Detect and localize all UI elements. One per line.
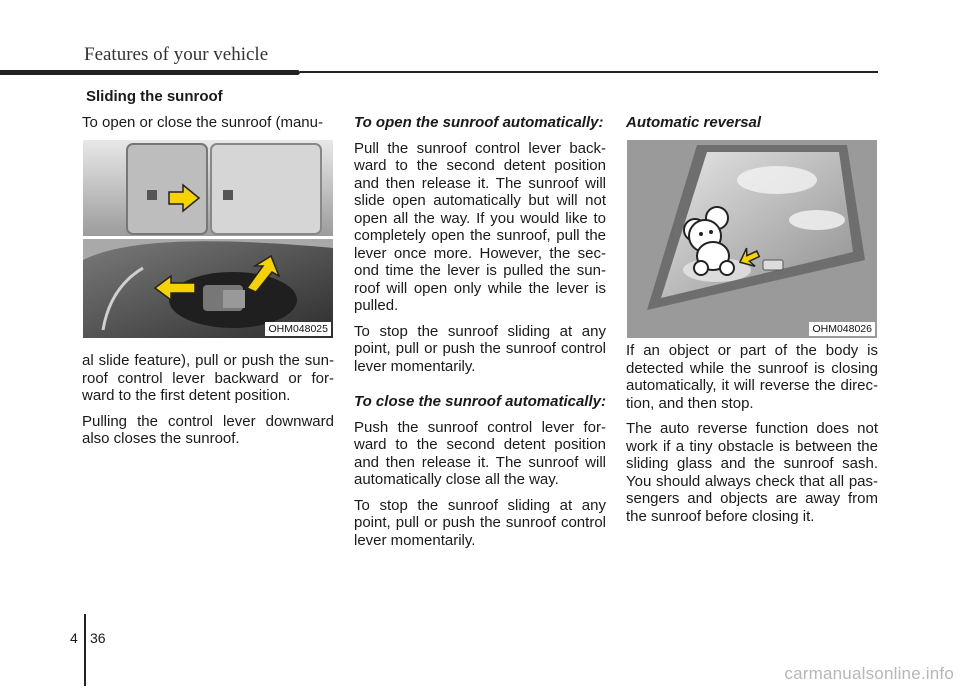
page-number: 36: [90, 630, 106, 646]
col1-paragraph-3: Pulling the control lever downward also closes the sunroof.: [82, 412, 334, 447]
figure-sunroof-lever: [83, 140, 333, 338]
section-heading: Sliding the sunroof: [86, 88, 223, 105]
col2-paragraph-3: Push the sunroof control lever for-ward to the second detent position and then release it. The sunroof will automatically close all the way.: [354, 418, 606, 488]
footer-rule: [84, 614, 86, 686]
page-header-title: Features of your vehicle: [84, 44, 269, 65]
col1-paragraph-1: To open or close the sunroof (manu-: [82, 114, 323, 131]
column-3-bottom: [626, 342, 878, 533]
column-1-top: [82, 114, 334, 140]
figure-2-code: OHM048026: [809, 322, 875, 336]
figure-automatic-reversal: [627, 140, 877, 338]
col3-paragraph-2: The auto reverse function does not work if a tiny obstacle is between the sliding glass and the sunroof sash. You should always check that all pas-sengers and objects are away from the sunroof before closing it.: [626, 420, 878, 525]
subheading-open-auto: To open the sunroof automatically:: [354, 114, 604, 131]
col1-paragraph-2: al slide feature), pull or push the sun-roof control lever backward or for-ward to the first detent position.: [82, 352, 334, 404]
col2-paragraph-4: To stop the sunroof sliding at any point, pull or push the sunroof control lever momentarily.: [354, 496, 606, 549]
watermark: carmanualsonline.info: [784, 664, 954, 683]
col2-paragraph-1: Pull the sunroof control lever back-ward to the second detent position and then release it. The sunroof will slide open automatically but will not open all the way. If you would like to completely open the sunroof, pull the lever once more. However, the sec-ond time the lever is pulled the sun-roof will open only while the lever is pulled.: [354, 139, 606, 314]
sunroof-reversal-illustration: [627, 140, 877, 338]
subheading-automatic-reversal: Automatic reversal: [626, 114, 762, 131]
col3-paragraph-1: If an object or part of the body is detected while the sunroof is closing automatically, it will reverse the direc-tion, and then stop.: [626, 342, 878, 412]
column-2: [354, 114, 606, 557]
column-3-top: [626, 114, 878, 140]
figure-1-code: OHM048025: [265, 322, 331, 336]
column-1-bottom: [82, 352, 334, 456]
chapter-number: 4: [70, 630, 78, 646]
sunroof-lever-illustration: [83, 140, 333, 338]
header-rule: [0, 70, 878, 74]
col2-paragraph-2: To stop the sunroof sliding at any point, pull or push the sunroof control lever momentarily.: [354, 322, 606, 375]
subheading-close-auto: To close the sunroof automatically:: [354, 393, 606, 410]
